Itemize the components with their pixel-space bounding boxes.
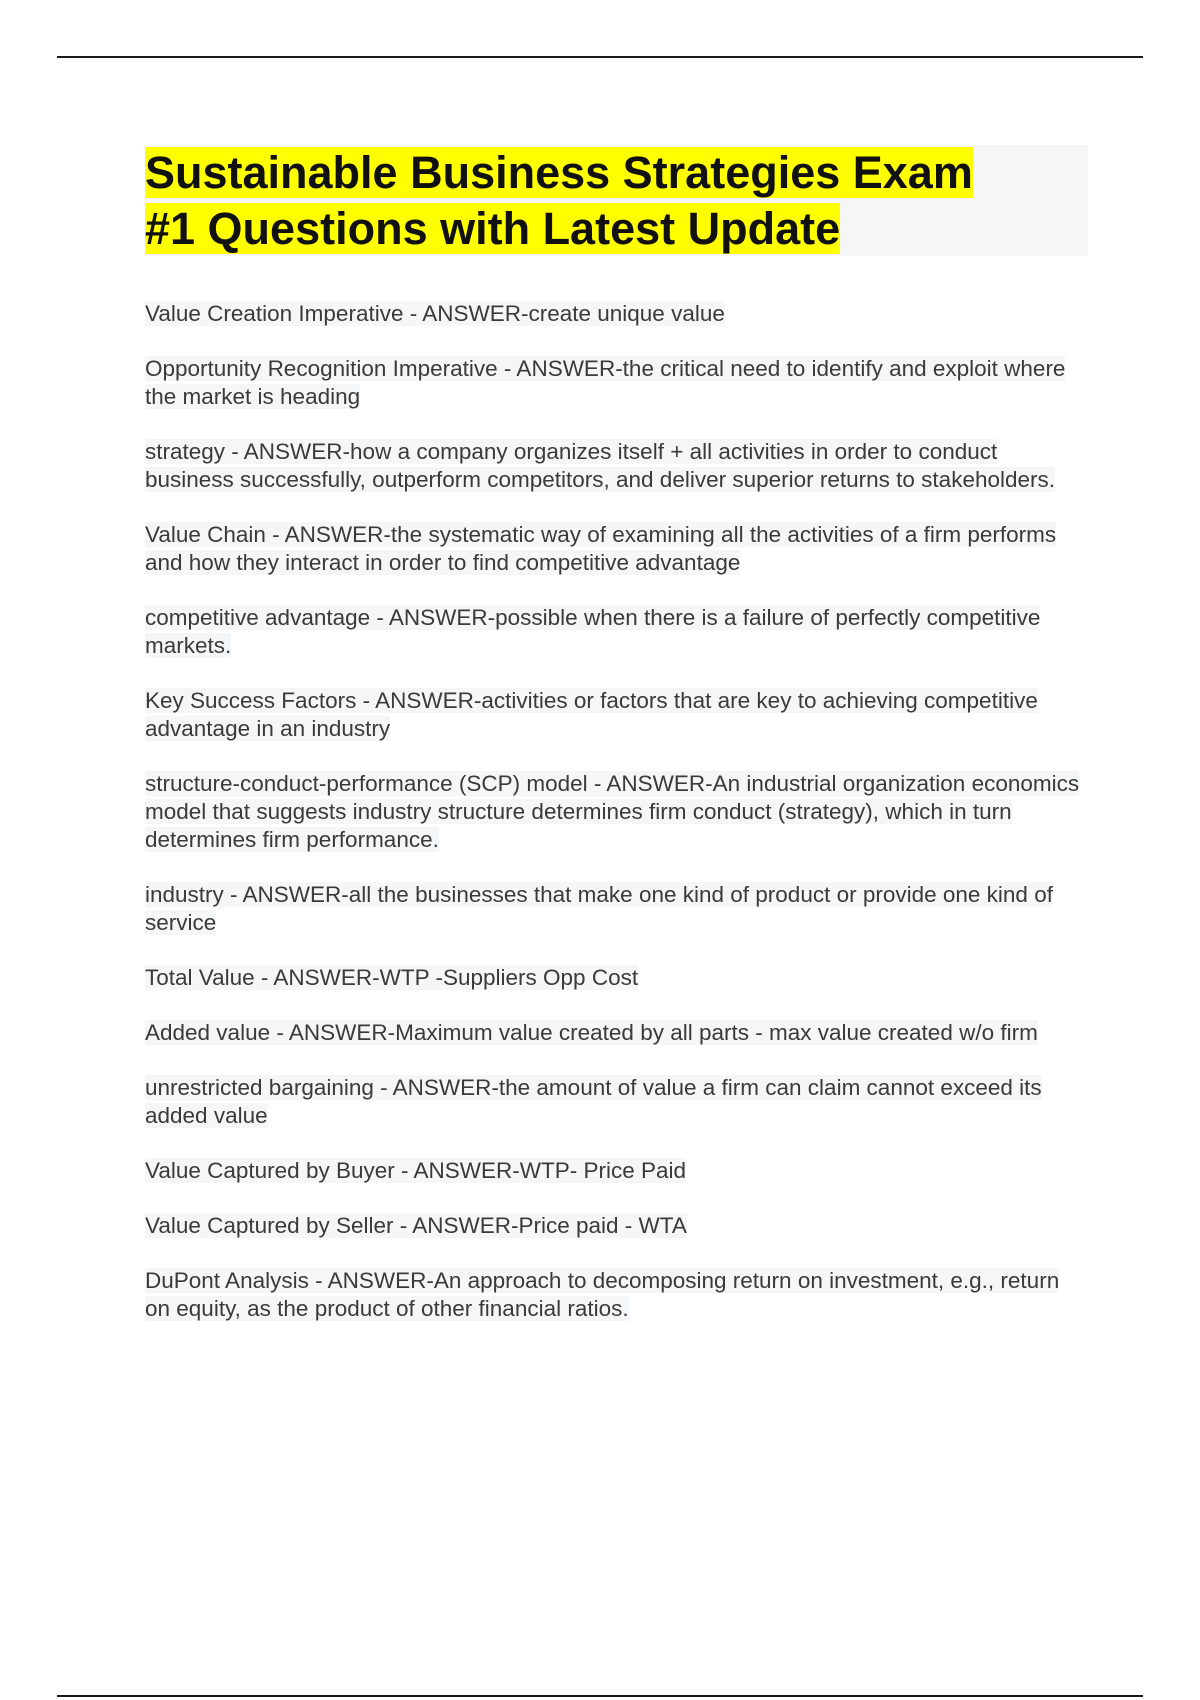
qa-item: Key Success Factors - ANSWER-activities or factors that are key to achieving competitive advantage in an industry (145, 688, 1038, 741)
qa-item: DuPont Analysis - ANSWER-An approach to decomposing return on investment, e.g., return on equity, as the product of other financial ratios. (145, 1268, 1060, 1321)
title-block (145, 145, 1088, 256)
qa-item: Opportunity Recognition Imperative - ANSWER-the critical need to identify and exploit where the market is heading (145, 356, 1066, 409)
bottom-divider (57, 1695, 1143, 1697)
qa-item: Total Value - ANSWER-WTP -Suppliers Opp Cost (145, 965, 639, 990)
qa-item: Value Creation Imperative - ANSWER-create unique value (145, 301, 725, 326)
qa-item: unrestricted bargaining - ANSWER-the amount of value a firm can claim cannot exceed its added value (145, 1075, 1042, 1128)
top-divider (57, 56, 1143, 58)
qa-item: strategy - ANSWER-how a company organizes itself + all activities in order to conduct business successfully, outperform competitors, and deliver superior returns to stakeholders. (145, 439, 1055, 492)
qa-item: Value Chain - ANSWER-the systematic way of examining all the activities of a firm performs and how they interact in order to find competitive advantage (145, 522, 1057, 575)
qa-list (145, 300, 1090, 1350)
qa-item: Value Captured by Buyer - ANSWER-WTP- Price Paid (145, 1158, 687, 1183)
qa-item: Value Captured by Seller - ANSWER-Price paid - WTA (145, 1213, 687, 1238)
page-title-line-2: #1 Questions with Latest Update (145, 203, 841, 254)
qa-item: structure-conduct-performance (SCP) model - ANSWER-An industrial organization economics model that suggests industry structure determines firm conduct (strategy), which in turn determines firm performance. (145, 771, 1080, 852)
qa-item: industry - ANSWER-all the businesses that make one kind of product or provide one kind of service (145, 882, 1053, 935)
page-title (145, 145, 1088, 257)
qa-item: Added value - ANSWER-Maximum value created by all parts - max value created w/o firm (145, 1020, 1038, 1045)
page-title-line-1: Sustainable Business Strategies Exam (145, 147, 973, 198)
qa-item: competitive advantage - ANSWER-possible when there is a failure of perfectly competitive markets. (145, 605, 1041, 658)
